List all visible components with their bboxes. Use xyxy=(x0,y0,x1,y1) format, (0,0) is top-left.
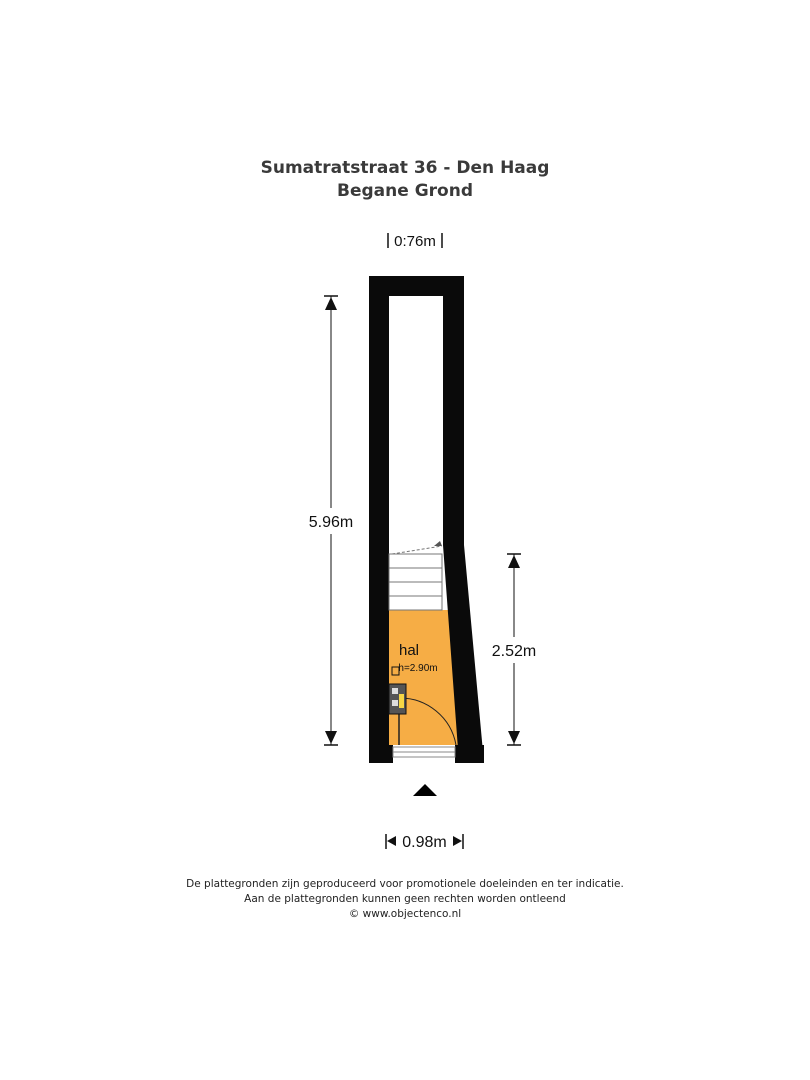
hall-length-dimension xyxy=(484,554,546,745)
plan-address-title: Sumatratstraat 36 - Den Haag xyxy=(260,158,550,178)
total-length-dimension xyxy=(300,296,362,745)
stairs xyxy=(389,541,442,610)
top-width-label: 0:76m xyxy=(394,233,436,250)
disclaimer-line-1: De plattegronden zijn geproduceerd voor promotionele doeleinden en ter indicatie. xyxy=(186,878,624,890)
front-door-threshold xyxy=(393,747,455,757)
total-length-label: 5.96m xyxy=(308,514,354,531)
copyright-line: © www.objectenco.nl xyxy=(348,908,462,920)
room-height-label: h=2.90m xyxy=(398,663,438,674)
plan-floor-title: Begane Grond xyxy=(337,181,473,201)
bottom-width-label: 0.98m xyxy=(402,834,447,851)
entrance-arrow-icon xyxy=(413,784,437,796)
hall-length-label: 2.52m xyxy=(491,643,537,660)
bottom-width-dimension xyxy=(386,834,463,851)
room-name-label: hal xyxy=(398,642,420,659)
top-width-dimension xyxy=(388,233,442,250)
disclaimer-line-2: Aan de plattegronden kunnen geen rechten worden ontleend xyxy=(244,893,566,905)
